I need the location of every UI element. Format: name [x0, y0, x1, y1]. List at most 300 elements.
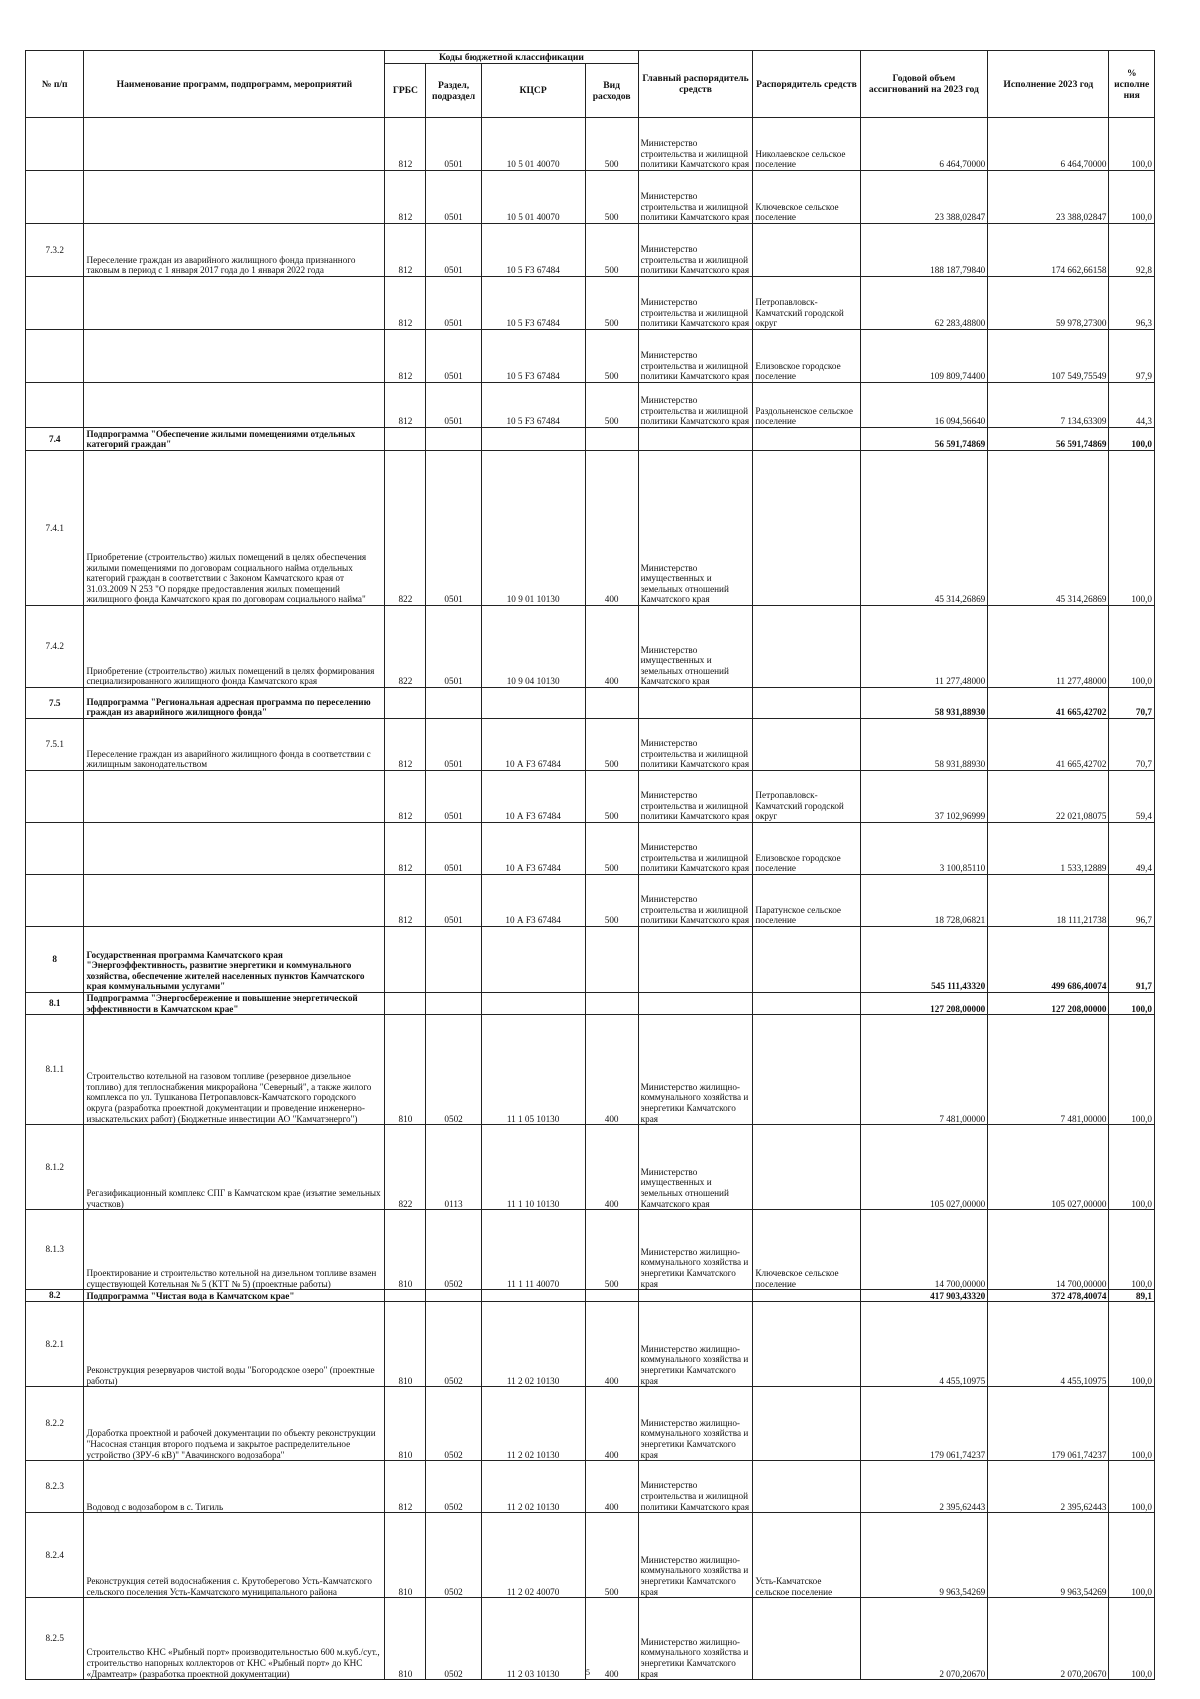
row-main-manager: Министерство строительства и жилищной политики Камчатского края: [638, 771, 753, 823]
row-kcsr: 10 5 01 40070: [481, 171, 585, 224]
table-row: [26, 277, 1155, 330]
row-vid: 500: [585, 719, 638, 771]
row-grbs: 810: [385, 1302, 426, 1387]
row-grbs: 812: [385, 719, 426, 771]
row-main-manager: Министерство жилищно-коммунального хозяйства и энергетики Камчатского края: [638, 1513, 753, 1598]
row-kcsr: [481, 428, 585, 451]
row-fact: 179 061,74237: [988, 1387, 1109, 1461]
row-razdel: 0502: [426, 1598, 481, 1680]
row-grbs: 812: [385, 383, 426, 428]
row-vid: [585, 927, 638, 993]
row-manager: [753, 1125, 860, 1210]
table-row: [26, 1302, 1155, 1387]
row-kcsr: [481, 993, 585, 1015]
row-manager: Паратунское сельское поселение: [753, 875, 860, 927]
row-plan: 2 070,20670: [860, 1598, 988, 1680]
row-manager: Елизовское городское поселение: [753, 823, 860, 875]
header-name: Наименование программ, подпрограмм, мероприятий: [84, 51, 385, 118]
row-plan: 9 963,54269: [860, 1513, 988, 1598]
row-pct: 44,3: [1109, 383, 1155, 428]
row-vid: 400: [585, 1598, 638, 1680]
table-row: [26, 606, 1155, 688]
header-manager: Распорядитель средств: [753, 51, 860, 118]
row-pct: 100,0: [1109, 1302, 1155, 1387]
row-pct: 100,0: [1109, 606, 1155, 688]
table-row: [26, 771, 1155, 823]
row-fact: 7 481,00000: [988, 1015, 1109, 1125]
row-grbs: 810: [385, 1015, 426, 1125]
row-manager: [753, 428, 860, 451]
row-name: Строительство КНС «Рыбный порт» производительностью 600 м.куб./сут., строительство напорных коллекторов от КНС «Рыбный порт» до КНС «Драмтеатр» (разработка проектной документации): [84, 1598, 385, 1680]
row-kcsr: 10 5 01 40070: [481, 118, 585, 171]
row-kcsr: 10 А F3 67484: [481, 823, 585, 875]
row-num: 8: [26, 927, 84, 993]
row-fact: 18 111,21738: [988, 875, 1109, 927]
row-name: [84, 330, 385, 383]
row-grbs: 822: [385, 1125, 426, 1210]
row-num: [26, 383, 84, 428]
row-pct: 59,4: [1109, 771, 1155, 823]
row-main-manager: Министерство строительства и жилищной политики Камчатского края: [638, 383, 753, 428]
row-manager: [753, 1598, 860, 1680]
row-vid: 500: [585, 875, 638, 927]
row-grbs: 810: [385, 1210, 426, 1290]
row-razdel: [426, 993, 481, 1015]
row-num: 7.3.2: [26, 224, 84, 277]
row-main-manager: Министерство строительства и жилищной политики Камчатского края: [638, 277, 753, 330]
row-plan: 6 464,70000: [860, 118, 988, 171]
row-grbs: 822: [385, 606, 426, 688]
row-fact: 22 021,08075: [988, 771, 1109, 823]
row-kcsr: 11 2 02 40070: [481, 1513, 585, 1598]
row-plan: 23 388,02847: [860, 171, 988, 224]
row-main-manager: Министерство имущественных и земельных отношений Камчатского края: [638, 451, 753, 606]
header-razdel: Раздел, подраздел: [426, 64, 481, 118]
row-vid: [585, 688, 638, 719]
row-vid: 500: [585, 224, 638, 277]
row-plan: 105 027,00000: [860, 1125, 988, 1210]
row-name: [84, 171, 385, 224]
row-vid: [585, 428, 638, 451]
row-pct: 100,0: [1109, 1125, 1155, 1210]
row-pct: 100,0: [1109, 118, 1155, 171]
table-row: [26, 1015, 1155, 1125]
row-grbs: 822: [385, 451, 426, 606]
row-manager: Ключевское сельское поселение: [753, 1210, 860, 1290]
header-kcsr: КЦСР: [481, 64, 585, 118]
row-fact: 14 700,00000: [988, 1210, 1109, 1290]
row-pct: 70,7: [1109, 688, 1155, 719]
row-main-manager: Министерство строительства и жилищной политики Камчатского края: [638, 719, 753, 771]
row-grbs: 812: [385, 330, 426, 383]
row-kcsr: [481, 927, 585, 993]
table-row: [26, 1461, 1155, 1513]
row-kcsr: 10 А F3 67484: [481, 719, 585, 771]
table-row: [26, 224, 1155, 277]
row-num: [26, 118, 84, 171]
row-name: Подпрограмма "Чистая вода в Камчатском крае": [84, 1290, 385, 1302]
row-main-manager: Министерство строительства и жилищной политики Камчатского края: [638, 1461, 753, 1513]
row-grbs: 810: [385, 1513, 426, 1598]
row-kcsr: 10 5 F3 67484: [481, 224, 585, 277]
table-row: [26, 688, 1155, 719]
row-razdel: 0501: [426, 719, 481, 771]
row-kcsr: 10 5 F3 67484: [481, 383, 585, 428]
row-grbs: 812: [385, 1461, 426, 1513]
row-main-manager: Министерство строительства и жилищной политики Камчатского края: [638, 224, 753, 277]
row-razdel: [426, 1290, 481, 1302]
row-razdel: 0501: [426, 823, 481, 875]
table-row: [26, 451, 1155, 606]
row-pct: 92,8: [1109, 224, 1155, 277]
row-name: Проектирование и строительство котельной на дизельном топливе взамен существующей Котельная № 5 (КТТ № 5) (проектные работы): [84, 1210, 385, 1290]
row-manager: [753, 993, 860, 1015]
row-main-manager: [638, 927, 753, 993]
row-grbs: [385, 428, 426, 451]
header-main-manager: Главный распорядитель средств: [638, 51, 753, 118]
row-kcsr: 10 5 F3 67484: [481, 277, 585, 330]
row-vid: 500: [585, 1513, 638, 1598]
row-name: Переселение граждан из аварийного жилищного фонда в соответствии с жилищным законодательством: [84, 719, 385, 771]
row-vid: 400: [585, 1387, 638, 1461]
row-name: [84, 771, 385, 823]
row-name: [84, 118, 385, 171]
row-name: Регазификационный комплекс СПГ в Камчатском крае (изъятие земельных участков): [84, 1125, 385, 1210]
row-pct: 96,3: [1109, 277, 1155, 330]
row-kcsr: 10 9 01 10130: [481, 451, 585, 606]
row-kcsr: 10 9 04 10130: [481, 606, 585, 688]
row-fact: 41 665,42702: [988, 719, 1109, 771]
row-name: Строительство котельной на газовом топливе (резервное дизельное топливо) для теплоснабжения микрорайона "Северный", а также жилого комплекса по ул. Тушканова Петропавловск-Камчатского городского округа (разработка проектной документации и проведение инженерно-изыскательских работ) (Бюджетные инвестиции АО "Камчатэнерго"): [84, 1015, 385, 1125]
row-vid: [585, 1290, 638, 1302]
row-num: 8.1.3: [26, 1210, 84, 1290]
row-grbs: [385, 688, 426, 719]
row-vid: [585, 993, 638, 1015]
row-vid: 500: [585, 1210, 638, 1290]
row-pct: 70,7: [1109, 719, 1155, 771]
row-plan: 4 455,10975: [860, 1302, 988, 1387]
row-name: [84, 383, 385, 428]
row-razdel: 0502: [426, 1387, 481, 1461]
row-grbs: 812: [385, 118, 426, 171]
row-plan: 179 061,74237: [860, 1387, 988, 1461]
budget-execution-table: [25, 50, 1155, 1680]
header-grbs: ГРБС: [385, 64, 426, 118]
row-fact: 7 134,63309: [988, 383, 1109, 428]
row-manager: Николаевское сельское поселение: [753, 118, 860, 171]
row-manager: [753, 927, 860, 993]
row-razdel: 0502: [426, 1461, 481, 1513]
row-kcsr: [481, 1290, 585, 1302]
row-kcsr: 11 2 02 10130: [481, 1461, 585, 1513]
row-plan: 58 931,88930: [860, 719, 988, 771]
row-razdel: 0501: [426, 606, 481, 688]
row-grbs: 812: [385, 277, 426, 330]
row-manager: [753, 224, 860, 277]
row-num: [26, 171, 84, 224]
table-row: [26, 1387, 1155, 1461]
row-fact: 127 208,00000: [988, 993, 1109, 1015]
row-razdel: 0501: [426, 771, 481, 823]
row-num: 7.4: [26, 428, 84, 451]
row-name: Приобретение (строительство) жилых помещений в целях формирования специализированного жилищного фонда Камчатского края: [84, 606, 385, 688]
header-pct: % исполне ния: [1109, 51, 1155, 118]
row-fact: 9 963,54269: [988, 1513, 1109, 1598]
row-razdel: 0113: [426, 1125, 481, 1210]
row-pct: 100,0: [1109, 1387, 1155, 1461]
row-manager: [753, 1015, 860, 1125]
row-manager: [753, 606, 860, 688]
row-name: Реконструкция резервуаров чистой воды "Богородское озеро" (проектные работы): [84, 1302, 385, 1387]
row-fact: 499 686,40074: [988, 927, 1109, 993]
row-fact: 4 455,10975: [988, 1302, 1109, 1387]
row-razdel: 0501: [426, 383, 481, 428]
row-manager: [753, 1387, 860, 1461]
row-fact: 41 665,42702: [988, 688, 1109, 719]
row-razdel: [426, 927, 481, 993]
row-main-manager: Министерство имущественных и земельных отношений Камчатского края: [638, 1125, 753, 1210]
row-grbs: 812: [385, 875, 426, 927]
table-row: [26, 1513, 1155, 1598]
row-num: 7.4.2: [26, 606, 84, 688]
row-main-manager: Министерство жилищно-коммунального хозяйства и энергетики Камчатского края: [638, 1302, 753, 1387]
table-row: [26, 330, 1155, 383]
row-num: 8.2.2: [26, 1387, 84, 1461]
row-plan: 16 094,56640: [860, 383, 988, 428]
row-main-manager: Министерство жилищно-коммунального хозяйства и энергетики Камчатского края: [638, 1598, 753, 1680]
row-pct: 100,0: [1109, 1015, 1155, 1125]
row-manager: [753, 451, 860, 606]
row-grbs: 812: [385, 771, 426, 823]
row-kcsr: 11 2 02 10130: [481, 1387, 585, 1461]
row-vid: 500: [585, 771, 638, 823]
row-num: 7.5.1: [26, 719, 84, 771]
row-main-manager: Министерство имущественных и земельных отношений Камчатского края: [638, 606, 753, 688]
row-manager: [753, 719, 860, 771]
row-fact: 6 464,70000: [988, 118, 1109, 171]
row-razdel: 0502: [426, 1015, 481, 1125]
row-pct: 49,4: [1109, 823, 1155, 875]
row-kcsr: [481, 688, 585, 719]
table-row: [26, 1125, 1155, 1210]
row-manager: Раздольненское сельское поселение: [753, 383, 860, 428]
row-num: [26, 330, 84, 383]
row-pct: 100,0: [1109, 993, 1155, 1015]
row-manager: Усть-Камчатское сельское поселение: [753, 1513, 860, 1598]
row-main-manager: Министерство строительства и жилищной политики Камчатского края: [638, 330, 753, 383]
row-main-manager: Министерство жилищно-коммунального хозяйства и энергетики Камчатского края: [638, 1210, 753, 1290]
row-name: [84, 277, 385, 330]
row-plan: 127 208,00000: [860, 993, 988, 1015]
row-kcsr: 11 2 03 10130: [481, 1598, 585, 1680]
row-kcsr: 11 1 05 10130: [481, 1015, 585, 1125]
row-num: 8.1.1: [26, 1015, 84, 1125]
table-row: [26, 719, 1155, 771]
row-main-manager: Министерство строительства и жилищной политики Камчатского края: [638, 875, 753, 927]
row-name: Подпрограмма "Обеспечение жилыми помещениями отдельных категорий граждан": [84, 428, 385, 451]
row-plan: 3 100,85110: [860, 823, 988, 875]
row-manager: [753, 1461, 860, 1513]
row-pct: 97,9: [1109, 330, 1155, 383]
table-row: [26, 993, 1155, 1015]
row-vid: 400: [585, 1015, 638, 1125]
row-plan: 62 283,48800: [860, 277, 988, 330]
row-vid: 400: [585, 451, 638, 606]
row-manager: Петропавловск-Камчатский городской округ: [753, 771, 860, 823]
row-main-manager: Министерство строительства и жилищной политики Камчатского края: [638, 118, 753, 171]
table-row: [26, 383, 1155, 428]
header-codes-group: Коды бюджетной классификации: [385, 51, 638, 64]
row-kcsr: 11 2 02 10130: [481, 1302, 585, 1387]
row-fact: 1 533,12889: [988, 823, 1109, 875]
row-plan: 109 809,74400: [860, 330, 988, 383]
row-pct: 100,0: [1109, 1513, 1155, 1598]
row-manager: Ключевское сельское поселение: [753, 171, 860, 224]
row-manager: [753, 688, 860, 719]
row-vid: 500: [585, 171, 638, 224]
row-razdel: 0501: [426, 330, 481, 383]
row-fact: 174 662,66158: [988, 224, 1109, 277]
row-manager: Елизовское городское поселение: [753, 330, 860, 383]
row-main-manager: [638, 428, 753, 451]
row-vid: 500: [585, 383, 638, 428]
row-fact: 2 395,62443: [988, 1461, 1109, 1513]
row-pct: 100,0: [1109, 1210, 1155, 1290]
table-row: [26, 823, 1155, 875]
row-num: [26, 277, 84, 330]
row-razdel: 0501: [426, 875, 481, 927]
row-num: 8.1: [26, 993, 84, 1015]
row-manager: [753, 1290, 860, 1302]
row-pct: 100,0: [1109, 428, 1155, 451]
row-vid: 500: [585, 277, 638, 330]
row-name: [84, 823, 385, 875]
row-plan: 545 111,43320: [860, 927, 988, 993]
row-vid: 400: [585, 1461, 638, 1513]
row-grbs: [385, 927, 426, 993]
row-fact: 372 478,40074: [988, 1290, 1109, 1302]
row-pct: 100,0: [1109, 171, 1155, 224]
row-kcsr: 10 А F3 67484: [481, 875, 585, 927]
row-name: Переселение граждан из аварийного жилищного фонда признанного таковым в период с 1 января 2017 года до 1 января 2022 года: [84, 224, 385, 277]
row-plan: 45 314,26869: [860, 451, 988, 606]
row-num: [26, 875, 84, 927]
row-razdel: 0501: [426, 224, 481, 277]
row-pct: 100,0: [1109, 451, 1155, 606]
table-row: [26, 1210, 1155, 1290]
row-vid: 500: [585, 823, 638, 875]
row-name: Водовод с водозабором в с. Тигиль: [84, 1461, 385, 1513]
row-num: 7.4.1: [26, 451, 84, 606]
row-plan: 7 481,00000: [860, 1015, 988, 1125]
header-fact: Исполнение 2023 год: [988, 51, 1109, 118]
row-plan: 417 903,43320: [860, 1290, 988, 1302]
row-kcsr: 11 1 11 40070: [481, 1210, 585, 1290]
row-num: 8.2.1: [26, 1302, 84, 1387]
row-razdel: 0501: [426, 171, 481, 224]
row-grbs: 812: [385, 171, 426, 224]
row-pct: 89,1: [1109, 1290, 1155, 1302]
header-vid: Вид расходов: [585, 64, 638, 118]
row-main-manager: [638, 688, 753, 719]
row-num: 8.2: [26, 1290, 84, 1302]
table-row: [26, 927, 1155, 993]
row-pct: 96,7: [1109, 875, 1155, 927]
row-main-manager: Министерство жилищно-коммунального хозяйства и энергетики Камчатского края: [638, 1387, 753, 1461]
row-name: Реконструкция сетей водоснабжения с. Крутоберегово Усть-Камчатского сельского поселения Усть-Камчатского муниципального района: [84, 1513, 385, 1598]
row-fact: 23 388,02847: [988, 171, 1109, 224]
row-pct: 100,0: [1109, 1461, 1155, 1513]
row-razdel: 0501: [426, 451, 481, 606]
row-pct: 100,0: [1109, 1598, 1155, 1680]
table-row: [26, 1290, 1155, 1302]
row-razdel: 0501: [426, 118, 481, 171]
row-razdel: [426, 428, 481, 451]
row-num: 8.2.4: [26, 1513, 84, 1598]
row-name: Приобретение (строительство) жилых помещений в целях обеспечения жилыми помещениями по договорам социального найма отдельных категорий граждан в соответствии с Законом Камчатского края от 31.03.2009 N 253 "О порядке предоставления жилых помещений жилищного фонда Камчатского края по договорам социального найма": [84, 451, 385, 606]
row-grbs: 812: [385, 224, 426, 277]
row-num: 8.1.2: [26, 1125, 84, 1210]
table-row: [26, 118, 1155, 171]
row-fact: 56 591,74869: [988, 428, 1109, 451]
row-kcsr: 10 А F3 67484: [481, 771, 585, 823]
row-name: Доработка проектной и рабочей документации по объекту реконструкции "Насосная станция второго подъема и закрытое распределительное устройство (ЗРУ-6 кВ)" "Авачинского водозабора": [84, 1387, 385, 1461]
row-plan: 14 700,00000: [860, 1210, 988, 1290]
row-num: 8.2.3: [26, 1461, 84, 1513]
row-razdel: 0502: [426, 1302, 481, 1387]
row-fact: 11 277,48000: [988, 606, 1109, 688]
row-grbs: [385, 1290, 426, 1302]
row-main-manager: Министерство строительства и жилищной политики Камчатского края: [638, 823, 753, 875]
row-manager: [753, 1302, 860, 1387]
table-row: [26, 171, 1155, 224]
row-vid: 400: [585, 606, 638, 688]
header-num: № п/п: [26, 51, 84, 118]
row-razdel: 0502: [426, 1210, 481, 1290]
row-fact: 2 070,20670: [988, 1598, 1109, 1680]
row-grbs: [385, 993, 426, 1015]
row-num: 8.2.5: [26, 1598, 84, 1680]
row-name: [84, 875, 385, 927]
row-plan: 11 277,48000: [860, 606, 988, 688]
row-vid: 400: [585, 1125, 638, 1210]
row-vid: 500: [585, 330, 638, 383]
row-plan: 188 187,79840: [860, 224, 988, 277]
row-name: Подпрограмма "Энергосбережение и повышение энергетической эффективности в Камчатском крае": [84, 993, 385, 1015]
row-kcsr: 11 1 10 10130: [481, 1125, 585, 1210]
row-grbs: 810: [385, 1598, 426, 1680]
row-name: Государственная программа Камчатского края "Энергоэффективность, развитие энергетики и коммунального хозяйства, обеспечение жителей населенных пунктов Камчатского края коммунальными услугами": [84, 927, 385, 993]
page-number: 5: [586, 1668, 590, 1677]
row-fact: 45 314,26869: [988, 451, 1109, 606]
row-name: Подпрограмма "Региональная адресная программа по переселению граждан из аварийного жилищного фонда": [84, 688, 385, 719]
row-plan: 2 395,62443: [860, 1461, 988, 1513]
row-num: [26, 771, 84, 823]
row-razdel: 0502: [426, 1513, 481, 1598]
row-fact: 107 549,75549: [988, 330, 1109, 383]
table-row: [26, 428, 1155, 451]
header-plan: Годовой объем ассигнований на 2023 год: [860, 51, 988, 118]
row-grbs: 810: [385, 1387, 426, 1461]
row-pct: 91,7: [1109, 927, 1155, 993]
row-plan: 56 591,74869: [860, 428, 988, 451]
row-kcsr: 10 5 F3 67484: [481, 330, 585, 383]
row-num: [26, 823, 84, 875]
row-num: 7.5: [26, 688, 84, 719]
table-row: [26, 875, 1155, 927]
row-plan: 18 728,06821: [860, 875, 988, 927]
row-main-manager: Министерство жилищно-коммунального хозяйства и энергетики Камчатского края: [638, 1015, 753, 1125]
